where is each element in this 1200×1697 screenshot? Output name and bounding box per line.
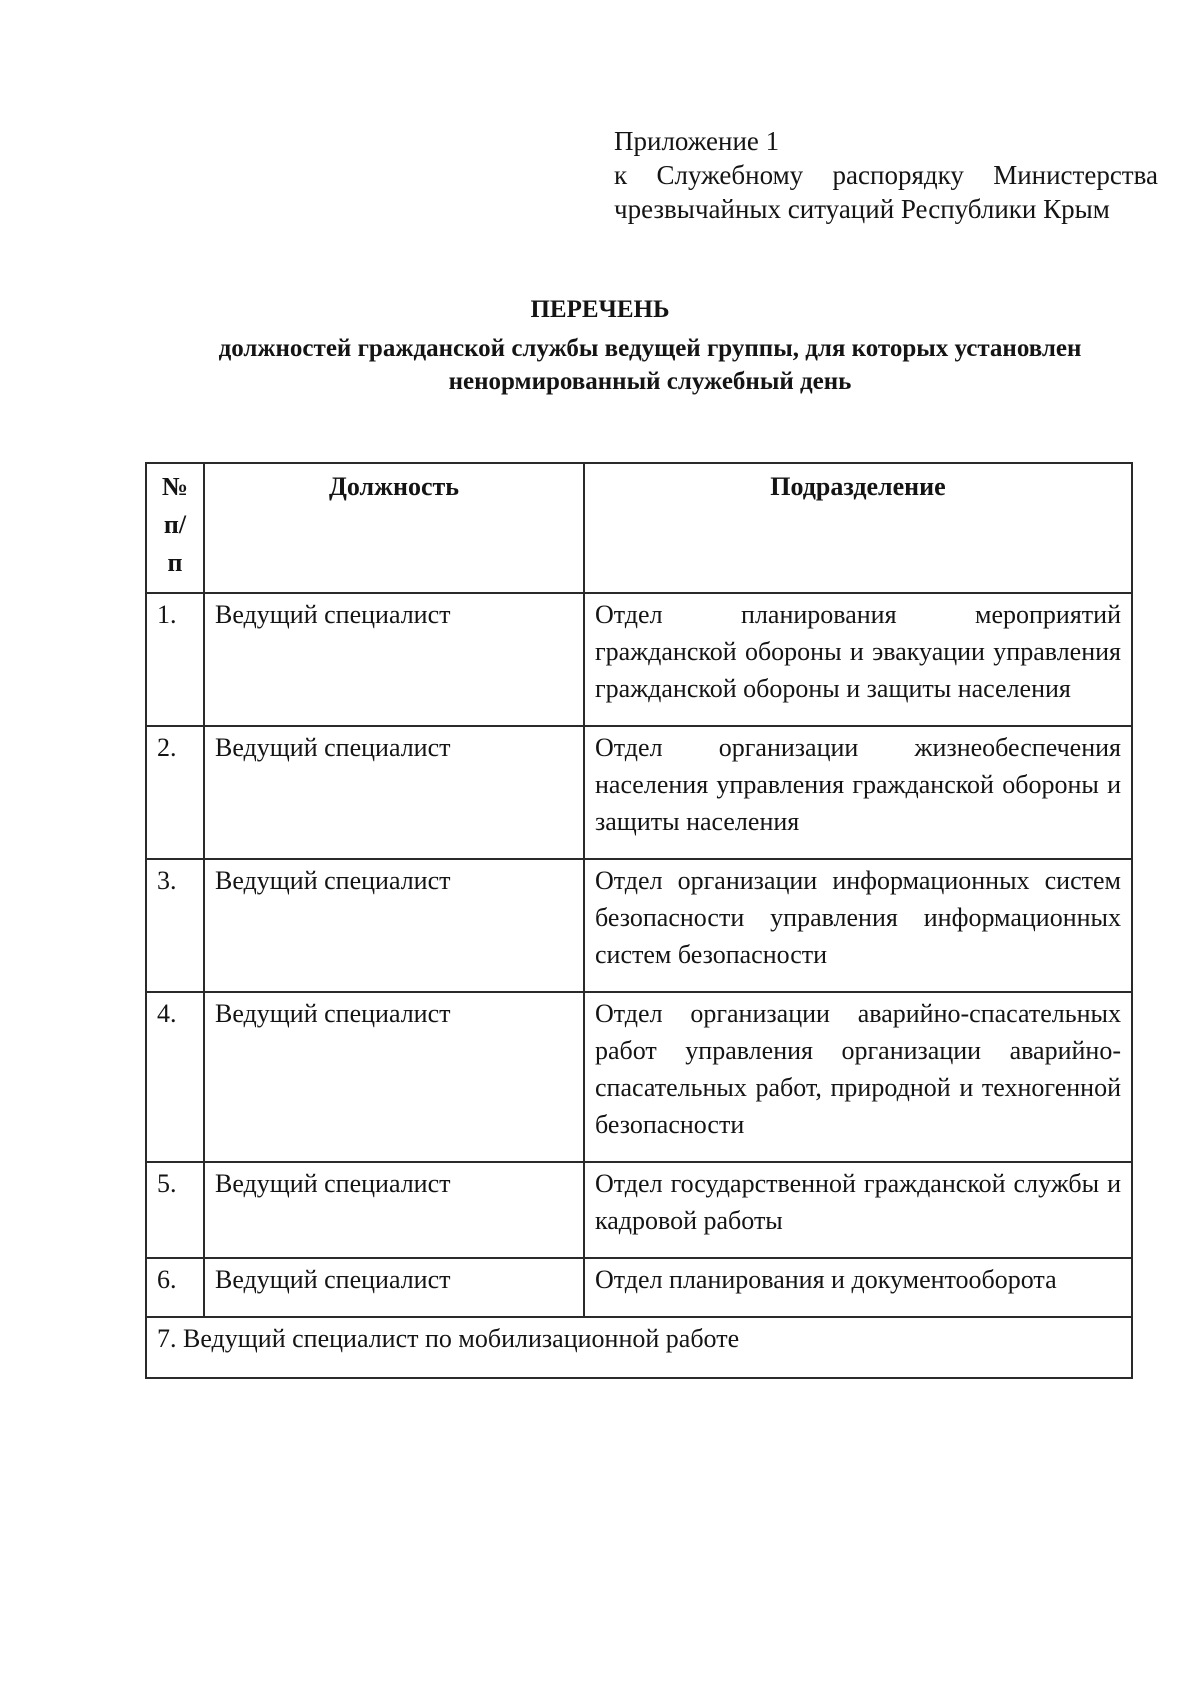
header-number bbox=[146, 463, 204, 593]
table-row bbox=[146, 1162, 1132, 1258]
row-department: Отдел государственной гражданской службы и кадровой работы bbox=[584, 1162, 1132, 1258]
table-row bbox=[146, 859, 1132, 992]
row-department: Отдел организации аварийно-спасательных работ управления организации аварийно-спасательных работ, природной и техногенной безопасности bbox=[584, 992, 1132, 1162]
row-department: Отдел планирования мероприятий гражданской обороны и эвакуации управления гражданской обороны и защиты населения bbox=[584, 593, 1132, 726]
row-number: 6. bbox=[146, 1258, 204, 1317]
header-department: Подразделение bbox=[584, 463, 1132, 593]
table-row bbox=[146, 593, 1132, 726]
annex-reference-line: к Служебному распорядку Министерства bbox=[614, 160, 1158, 190]
table-row bbox=[146, 1258, 1132, 1317]
row-position: Ведущий специалист bbox=[204, 593, 584, 726]
header-number-abbr: п/п bbox=[163, 510, 187, 577]
row-position: Ведущий специалист bbox=[204, 992, 584, 1162]
row-position: Ведущий специалист bbox=[204, 859, 584, 992]
table-row-merged bbox=[146, 1317, 1132, 1378]
row-number: 4. bbox=[146, 992, 204, 1162]
annex-header bbox=[614, 124, 1158, 226]
annex-title: Приложение 1 bbox=[614, 126, 780, 156]
row-department: Отдел планирования и документооборота bbox=[584, 1258, 1132, 1317]
header-position: Должность bbox=[204, 463, 584, 593]
row-number: 5. bbox=[146, 1162, 204, 1258]
row-number: 2. bbox=[146, 726, 204, 859]
row-mobilization-position: 7. Ведущий специалист по мобилизационной работе bbox=[146, 1317, 1132, 1378]
row-number: 1. bbox=[146, 593, 204, 726]
row-number: 3. bbox=[146, 859, 204, 992]
header-number-symbol: № bbox=[161, 472, 189, 501]
table-row bbox=[146, 992, 1132, 1162]
annex-ministry-line: чрезвычайных ситуаций Республики Крым bbox=[614, 194, 1110, 224]
table-row bbox=[146, 726, 1132, 859]
table-header-row bbox=[146, 463, 1132, 593]
row-position: Ведущий специалист bbox=[204, 1258, 584, 1317]
row-position: Ведущий специалист bbox=[204, 1162, 584, 1258]
document-subtitle bbox=[140, 332, 1160, 398]
positions-table bbox=[145, 462, 1133, 1379]
document-title: ПЕРЕЧЕНЬ bbox=[530, 296, 670, 323]
row-department: Отдел организации информационных систем безопасности управления информационных систем безопасности bbox=[584, 859, 1132, 992]
row-department: Отдел организации жизнеобеспечения населения управления гражданской обороны и защиты населения bbox=[584, 726, 1132, 859]
subtitle-line-2: ненормированный служебный день bbox=[448, 368, 852, 395]
row-position: Ведущий специалист bbox=[204, 726, 584, 859]
subtitle-line-1: должностей гражданской службы ведущей группы, для которых установлен bbox=[218, 335, 1082, 362]
